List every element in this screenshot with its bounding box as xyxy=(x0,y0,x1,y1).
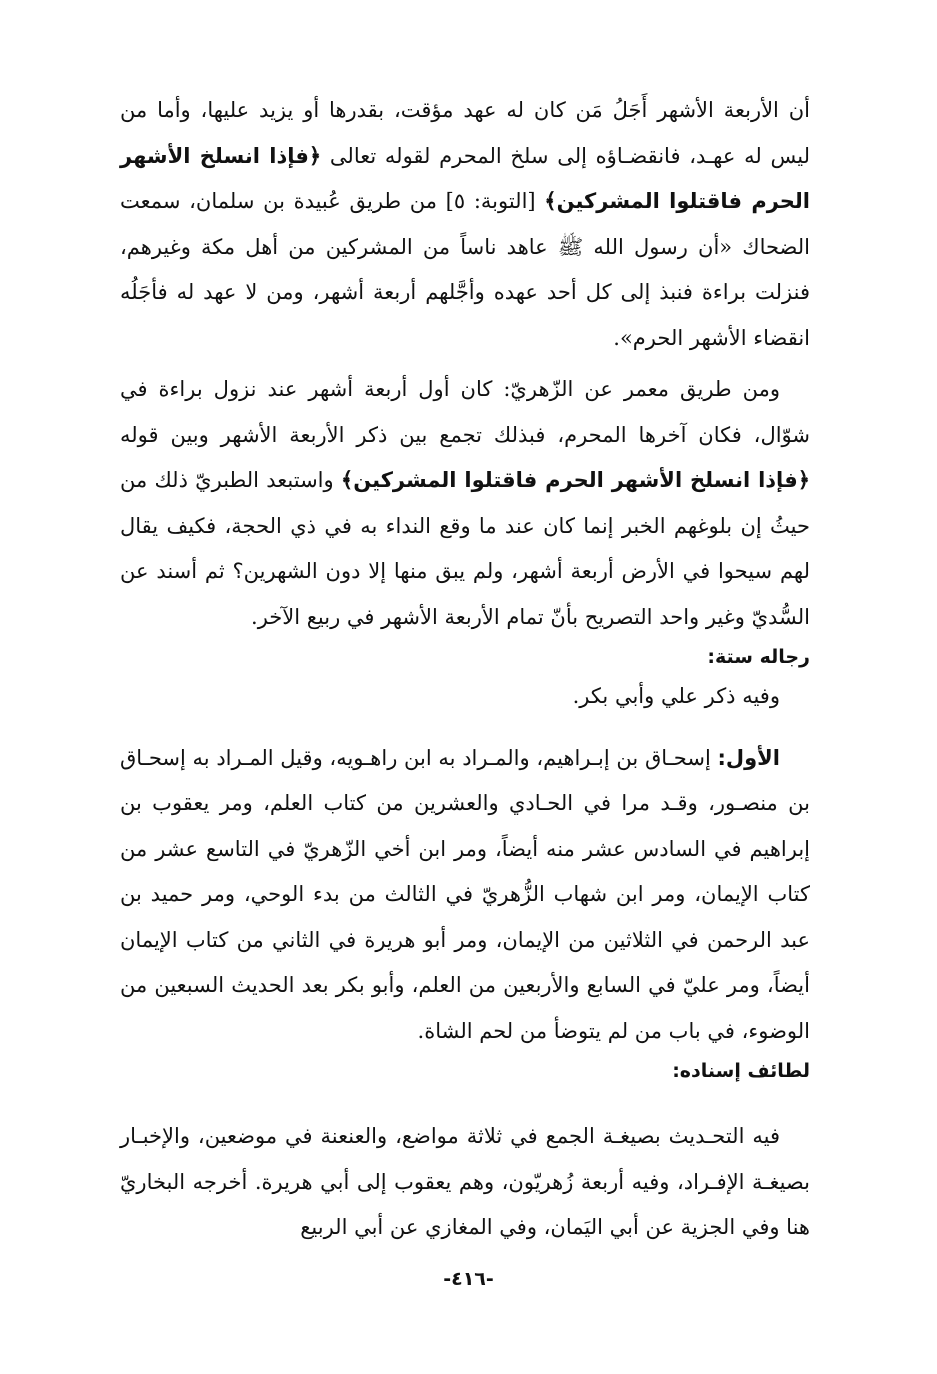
paragraph-narrators-intro: وفيه ذكر علي وأبي بكر. xyxy=(572,684,780,708)
first-narrator-label: الأول: xyxy=(717,745,780,770)
paragraph-first-narrator xyxy=(120,736,810,1055)
paragraph-2-text-a: ومن طريق معمر عن الزّهريّ: كان أول أربعة أشهر عند نزول براءة في شوّال، فكان آخرها المحرم، فبذلك تجمع بين ذكر الأربعة الأشهر وبين قوله xyxy=(120,377,810,447)
paragraph-1 xyxy=(120,88,810,361)
page-body xyxy=(120,88,810,1251)
page-number: -٤١٦- xyxy=(443,1268,494,1290)
section-heading-narrators: رجاله ستة: xyxy=(707,646,810,668)
first-narrator-text: إسحـاق بن إبـراهيم، والمـراد به ابن راهـويه، وقيل المـراد به إسحـاق بن منصـور، وقـد مرا في الحـادي والعشرين من كتاب العلم، ومر يعقوب بن إبراهيم في السادس عشر منه أيضاً، ومر ابن أخي الزّهريّ في التاسع عشر من كتاب الإيمان، ومر ابن شهاب الزُّهريّ في الثالث من بدء الوحي، ومر حميد بن عبد الرحمن في الثلاثين من الإيمان، ومر أبو هريرة في الثاني من كتاب الإيمان أيضاً، ومر عليّ في السابع والأربعين من العلم، وأبو بكر بعد الحديث السبعين من الوضوء، في باب من لم يتوضأ من لحم الشاة. xyxy=(120,745,810,1043)
quran-verse: ﴿فإذا انسلخ الأشهر الحرم فاقتلوا المشركين﴾ xyxy=(120,143,811,213)
section-heading-isnad: لطائف إسناده: xyxy=(672,1060,810,1082)
paragraph-1-text-b: [التوبة: ٥] من طريق عُبيدة بن سلمان، سمعت الضحاك «أن رسول الله ﷺ عاهد ناساً من المشركين من أهل مكة وغيرهم، فنزلت براءة فنبذ إلى كل أحد عهده وأجَّلهم أربعة أشهر، ومن لا عهد له فأجَلُه انقضاء الأشهر الحرم». xyxy=(120,189,810,350)
quran-verse: ﴿فإذا انسلخ الأشهر الحرم فاقتلوا المشركين﴾ xyxy=(340,468,810,492)
paragraph-2-text-b: واستبعد الطبريّ ذلك من حيثُ إن بلوغهم الخبر إنما كان عند ما وقع النداء به في ذي الحجة، فكيف يقال لهم سيحوا في الأرض أربعة أشهر، ولم يبق منها إلا دون الشهرين؟ ثم أسند عن السُّديّ وغير واحد التصريح بأنّ تمام الأربعة الأشهر في ربيع الآخر. xyxy=(120,468,810,629)
paragraph-1-text-a: أن الأربعة الأشهر أَجَلُ مَن كان له عهد مؤقت، بقدرها أو يزيد عليها، وأما من ليس له عهـد، فانقضـاؤه إلى سلخ المحرم لقوله تعالى xyxy=(120,98,810,168)
paragraph-isnad: فيه التحـديث بصيغـة الجمع في ثلاثة مواضع، والعنعنة في موضعين، والإخبـار بصيغـة الإفـراد، وفيه أربعة زُهريّون، وهم يعقوب إلى أبي هريرة. أخرجه البخاريّ هنا وفي الجزية عن أبي اليَمان، وفي المغازي عن أبي الربيع xyxy=(120,1124,810,1239)
paragraph-2 xyxy=(120,367,810,640)
